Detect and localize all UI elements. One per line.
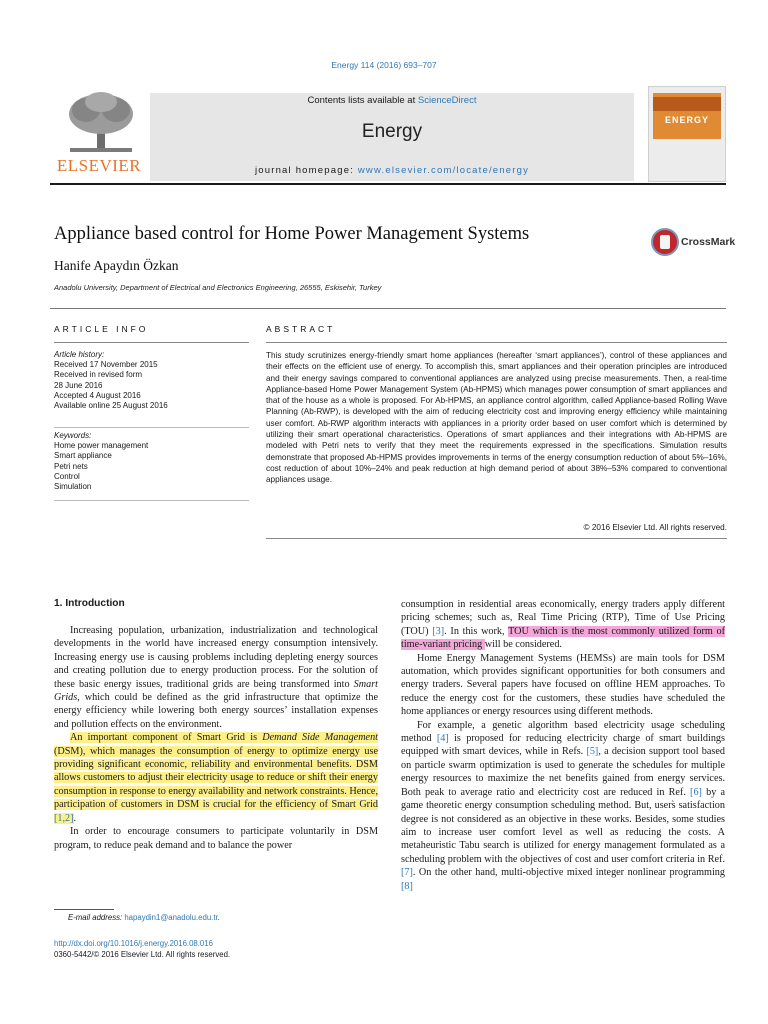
paragraph <box>54 624 378 731</box>
citation-link[interactable]: [3] <box>432 625 445 637</box>
section-heading-introduction: 1. Introduction <box>54 598 125 609</box>
abstract-heading: ABSTRACT <box>266 324 336 334</box>
article-title: Appliance based control for Home Power Management Systems <box>54 224 530 244</box>
paragraph-text: . In this work, <box>444 625 509 637</box>
history-item: Received in revised form <box>54 370 143 380</box>
journal-homepage-line <box>150 165 634 176</box>
contents-prefix: Contents lists available at <box>307 95 418 106</box>
article-info-rule <box>54 342 249 343</box>
body-column-right <box>401 598 725 893</box>
journal-name: Energy <box>361 121 423 142</box>
journal-homepage-link[interactable]: www.elsevier.com/locate/energy <box>357 165 530 176</box>
paragraph-highlighted <box>54 731 378 825</box>
citation-link[interactable]: [6] <box>690 786 702 798</box>
history-item: Received 17 November 2015 <box>54 360 158 370</box>
highlight-pink[interactable]: TOU which is the most commonly utilized form of time-variant pricing <box>401 625 725 651</box>
title-rule <box>50 308 726 309</box>
highlight-yellow[interactable]: (DSM), which manages the consumption of energy to optimize energy use providing significant economic, reliability and environmental benefits. DSM allows customers to adjust their electricity usage to reduce or shift their energy consumption in response to energy availability and network constraints. Hence, participation of customers in DSM is crucial for the efficiency of Smart Grid <box>54 745 378 811</box>
keyword: Simulation <box>54 482 92 492</box>
keyword: Home power management <box>54 441 149 451</box>
citation-link[interactable]: [1,2] <box>54 812 74 824</box>
keyword: Control <box>54 471 80 481</box>
highlight-yellow[interactable]: Demand Side Management <box>262 732 378 744</box>
homepage-prefix: journal homepage: <box>254 165 358 176</box>
abstract-bottom-rule <box>266 538 727 539</box>
paragraph-text: For example, a genetic algorithm based electricity usage scheduling method <box>401 719 725 745</box>
crossmark-button[interactable] <box>651 228 736 258</box>
keyword: Petri nets <box>54 461 88 471</box>
article-info-heading: ARTICLE INFO <box>54 324 149 334</box>
paragraph-text: by a game theoretic energy consumption scheduling method. But, users̀ satisfaction degree is not considered as an objective in these works. Besides, some studies aim to increase user comfort level as well as reducing the costs. A metaheuristic Tabu search is utilized for energy management formulated as a scheduling problem with the objectives of cost and user comfort criteria in Ref. <box>401 786 725 865</box>
sciencedirect-link[interactable]: ScienceDirect <box>417 95 477 106</box>
crossmark-label: CrossMark <box>681 236 736 248</box>
abstract-text: This study scrutinizes energy-friendly smart home appliances (hereafter ‘smart appliances’), control of these appliances and their effects on the efficient use of energy. To accomplish this, smart appliances and their operation principles are introduced and their energy savings compared to conventional appliances are analyzed using precise measurements. Then, a real-time Appliance-based Home Power Management System (Ab-HPMS) which manages power consumption of smart appliances and that of the house as a whole is proposed. For Ab-HPMS, an appliance control algorithm, called Appliance-based Rolling Wave Planning (Ab-RWP), is developed with the aim of reducing electricity cost and improving energy efficiency while maintaining user comfort. Ab-RWP algorithm interacts with appliances in a priority order based on user comfort which is determined by utilizing their smart operational characteristics. Operations of smart appliances and their integrations with Ab-HPMS are modeled with Petri nets to verify that they meet the requirements expressed in the specifications. Simulation results demonstrate that proposed Ab-HPMS provides improvements in terms of the energy consumption reduction of about 5%–16%, cost reduction of about 10%–24% and peak reduction at high demand period of about 38%–53% compared to conventional appliances usage. <box>266 351 727 485</box>
paragraph-text: is proposed for reducing electricity charge of smart buildings equipped with smart devices, while in Refs. <box>401 733 725 758</box>
elsevier-tree-icon <box>64 90 138 154</box>
article-author: Hanife Apaydın Özkan <box>54 258 179 273</box>
journal-cover-thumbnail[interactable] <box>648 86 726 182</box>
doi-link[interactable]: http://dx.doi.org/10.1016/j.energy.2016.08.016 <box>54 939 213 948</box>
keywords-rule <box>54 427 249 428</box>
keyword: Smart appliance <box>54 451 112 461</box>
abstract-rule <box>266 342 727 343</box>
author-email-link[interactable]: hapaydin1@anadolu.edu.tr <box>124 913 218 922</box>
history-item: Available online 25 August 2016 <box>54 401 168 411</box>
paragraph-text: , which could be defined as the grid infrastructure that optimize the energy efficiency while lowering both energy sources’ installation expenses and pollution effects on the environment. <box>54 692 378 730</box>
footnote-rule <box>54 909 114 910</box>
paragraph-text: , a decision support tool based on particle swarm optimization is used to generate the schedules for multiple energy resources to maximize the net benefits gained from energy services. Both peak to average ratio and electricity cost are reduced in Ref. <box>401 746 726 798</box>
keywords-bottom-rule <box>54 500 249 501</box>
paragraph: In order to encourage consumers to participate voluntarily in DSM program, to reduce peak demand and to balance the power <box>54 826 378 851</box>
contents-line <box>150 95 634 106</box>
email-label: E-mail address: <box>68 913 125 922</box>
paragraph-text: . <box>73 812 77 824</box>
keywords-label: Keywords: <box>54 431 92 440</box>
cover-title: ENERGY <box>664 115 709 125</box>
paragraph <box>401 719 725 893</box>
citation-link[interactable]: [8] <box>401 880 413 892</box>
author-email-footnote <box>54 913 220 922</box>
history-label: Article history: <box>54 350 105 359</box>
article-history <box>54 350 249 411</box>
elsevier-logo[interactable] <box>50 90 148 182</box>
history-item: Accepted 4 August 2016 <box>54 390 141 400</box>
issn-copyright: 0360-5442/© 2016 Elsevier Ltd. All rights reserved. <box>54 949 231 959</box>
cover-band <box>653 97 721 111</box>
paragraph-text: will be considered. <box>484 639 562 651</box>
crossmark-icon <box>651 228 679 256</box>
email-end: . <box>217 913 220 922</box>
keywords-list <box>54 431 249 492</box>
citation-link[interactable]: [5] <box>586 746 599 758</box>
journal-citation[interactable]: Energy 114 (2016) 693–707 <box>331 60 437 70</box>
paragraph: Home Energy Management Systems (HEMSs) are main tools for DSM automation, which provides significant opportunities for both consumers and energy traders. Several papers have focused on offline HEM approaches. To reduce the energy cost for the customers, these studies have scheduled the home appliances or energy resources using different methods. <box>401 652 725 718</box>
paragraph-text: Increasing population, urbanization, industrialization and technological developments in the world have increased energy consumption intensively. Increasing energy use is causing problems including depleting energy sources and creating pollution due to energy production process. For the solution of these basic energy issues, traditional grids are being transformed into <box>54 625 378 690</box>
doi-block <box>54 939 230 960</box>
history-item: 28 June 2016 <box>54 380 103 390</box>
header-rule <box>50 183 726 185</box>
highlight-yellow[interactable]: An important component of Smart Grid is <box>70 732 263 744</box>
paragraph-text: consumption in residential areas economically, energy traders apply different pricing schemes; such as, Real Time Pricing (RTP), Time of Use Pricing (TOU) <box>401 599 725 637</box>
paragraph-text: . On the other hand, multi-objective mixed integer nonlinear programming <box>412 867 725 879</box>
citation-link[interactable]: [7] <box>401 867 413 879</box>
citation-link[interactable]: [4] <box>436 733 449 745</box>
abstract-copyright: © 2016 Elsevier Ltd. All rights reserved. <box>583 523 727 532</box>
elsevier-wordmark: ELSEVIER <box>56 156 142 175</box>
paragraph <box>401 598 725 652</box>
author-affiliation: Anadolu University, Department of Electrical and Electronics Engineering, 26555, Eskisehir, Turkey <box>54 283 382 292</box>
body-column-left <box>54 624 378 852</box>
term-smart-grids: Smart Grids <box>54 678 378 704</box>
